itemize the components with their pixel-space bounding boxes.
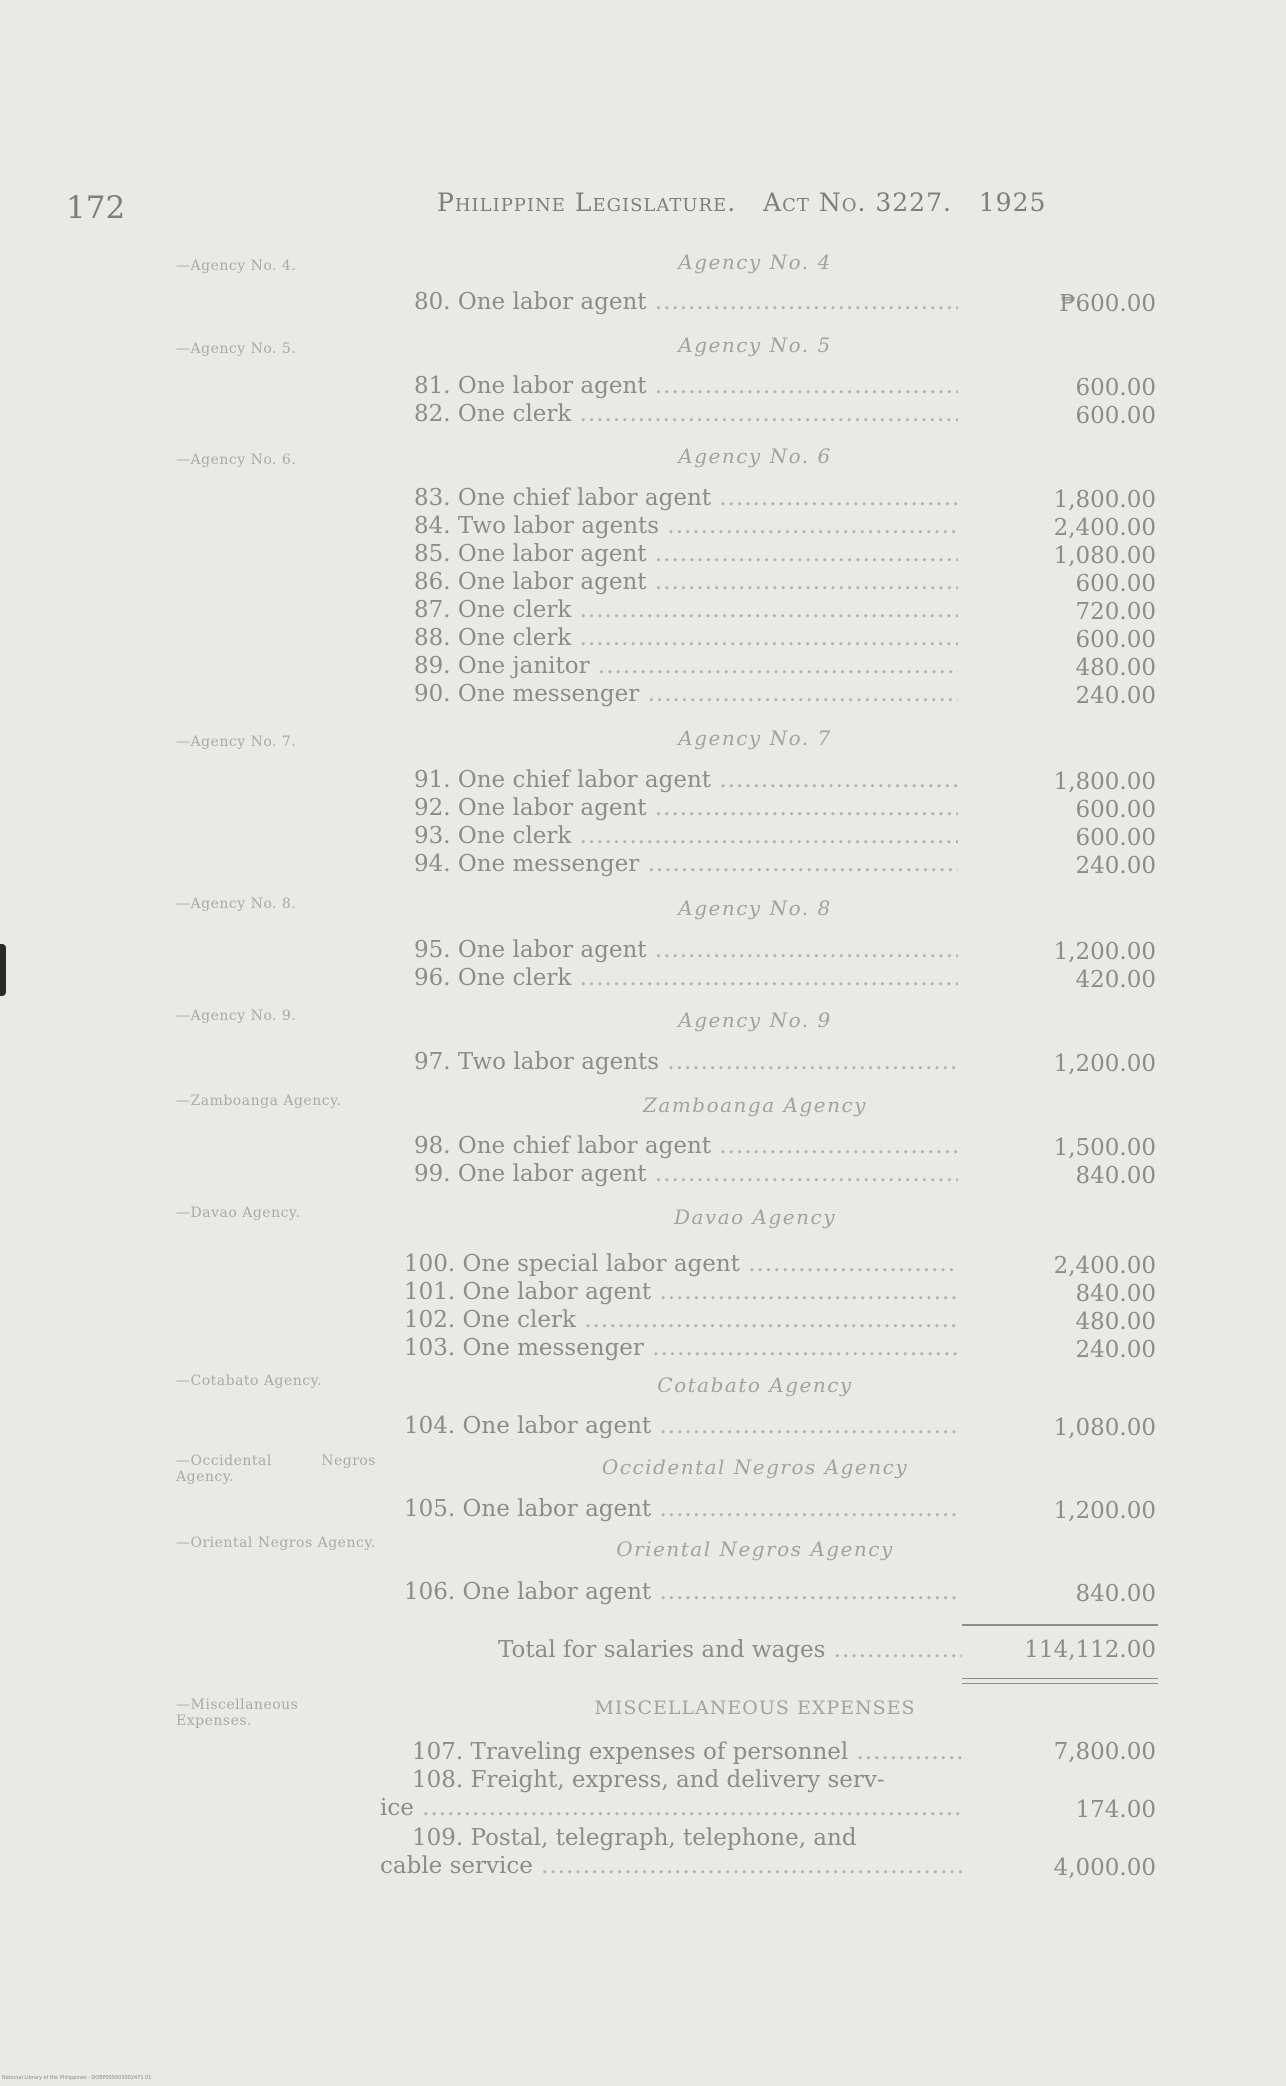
item-number: 106. [404, 1579, 456, 1605]
item-number: 83. [414, 485, 451, 511]
item-amount: 420.00 [1075, 967, 1156, 993]
item-number: 87. [414, 597, 451, 623]
item-number: 102. [404, 1307, 456, 1333]
item-107-amount: 7,800.00 [1053, 1739, 1156, 1765]
side-note: —Agency No. 6. [176, 452, 297, 468]
total-top-rule [962, 1624, 1158, 1626]
item-number: 81. [414, 373, 451, 399]
side-note: —Agency No. 8. [176, 896, 297, 912]
item-number: 94. [414, 851, 451, 877]
item-description: One clerk [457, 823, 572, 849]
item-description: One labor agent [457, 289, 647, 315]
item-amount: 1,800.00 [1053, 487, 1156, 513]
line-item [414, 1048, 958, 1076]
item-amount: 1,500.00 [1053, 1135, 1156, 1161]
running-head-year: 1925 [978, 188, 1047, 217]
item-number: 93. [414, 823, 451, 849]
footer-credit: National Library of the Philippines · DOEP005003002471 01 [2, 2075, 152, 2081]
line-item [414, 680, 958, 708]
line-item [404, 1306, 958, 1334]
section-heading: Oriental Negros Agency [616, 1537, 894, 1561]
item-amount: 600.00 [1075, 825, 1156, 851]
item-amount: 2,400.00 [1053, 1253, 1156, 1279]
item-number: 82. [414, 401, 451, 427]
side-note: —Oriental Negros Agency. [176, 1535, 376, 1551]
item-108-line1: 108. Freight, express, and delivery serv- [412, 1767, 885, 1793]
item-description: One labor agent [457, 795, 647, 821]
item-description: One chief labor agent [457, 767, 712, 793]
item-number: 103. [404, 1335, 456, 1361]
side-note: —Agency No. 4. [176, 258, 297, 274]
item-description: One labor agent [457, 373, 647, 399]
item-number: 91. [414, 767, 451, 793]
item-number: 86. [414, 569, 451, 595]
section-heading: Cotabato Agency [657, 1373, 853, 1397]
item-amount: 600.00 [1075, 375, 1156, 401]
item-amount: 600.00 [1075, 797, 1156, 823]
line-item [414, 288, 958, 316]
item-description: One clerk [462, 1307, 576, 1333]
item-amount: 840.00 [1075, 1281, 1156, 1307]
line-item [414, 936, 958, 964]
line-item [414, 400, 958, 428]
item-number: 96. [414, 965, 451, 991]
item-amount: 840.00 [1075, 1581, 1156, 1607]
item-number: 105. [404, 1496, 456, 1522]
running-head-act: Act No. 3227. [763, 188, 952, 217]
line-item [414, 794, 958, 822]
item-amount: 1,800.00 [1053, 769, 1156, 795]
item-amount: 1,200.00 [1053, 1051, 1156, 1077]
section-heading: Agency No. 4 [678, 250, 832, 274]
item-amount: 600.00 [1075, 627, 1156, 653]
item-amount: 600.00 [1075, 571, 1156, 597]
item-description: One messenger [462, 1335, 644, 1361]
side-note: —Cotabato Agency. [176, 1373, 323, 1389]
side-note: —Zamboanga Agency. [176, 1093, 342, 1109]
item-description: Two labor agents [457, 1049, 660, 1075]
item-amount: 1,080.00 [1053, 1415, 1156, 1441]
item-description: One messenger [457, 681, 640, 707]
item-description: One labor agent [457, 1161, 647, 1187]
item-109-amount: 4,000.00 [1053, 1855, 1156, 1881]
item-number: 80. [414, 289, 451, 315]
line-item [414, 568, 958, 596]
line-item [414, 596, 958, 624]
line-item [414, 1160, 958, 1188]
total-double-rule-1 [962, 1678, 1158, 1679]
line-item [414, 652, 958, 680]
line-item [414, 484, 958, 512]
total-row [498, 1636, 962, 1664]
line-item [414, 766, 958, 794]
total-double-rule-2 [962, 1683, 1158, 1684]
running-head [437, 188, 1087, 217]
line-item [414, 624, 958, 652]
line-item [414, 512, 958, 540]
line-item [414, 850, 958, 878]
item-number: 84. [414, 513, 451, 539]
item-number: 85. [414, 541, 451, 567]
item-description: One messenger [457, 851, 640, 877]
item-amount: 240.00 [1075, 1337, 1156, 1363]
item-description: One clerk [457, 597, 572, 623]
item-number: 104. [404, 1413, 456, 1439]
item-description: Traveling expenses of personnel [470, 1739, 849, 1765]
line-item [414, 1132, 958, 1160]
item-amount: 600.00 [1075, 403, 1156, 429]
item-number: 90. [414, 681, 451, 707]
item-description: One special labor agent [462, 1251, 740, 1277]
line-item [404, 1578, 958, 1606]
heading-misc: MISCELLANEOUS EXPENSES [594, 1697, 916, 1719]
item-number: 92. [414, 795, 451, 821]
page-number: 172 [66, 190, 126, 226]
item-amount: 480.00 [1075, 655, 1156, 681]
item-number: 101. [404, 1279, 456, 1305]
section-heading: Agency No. 7 [678, 726, 832, 750]
line-item [404, 1334, 958, 1362]
side-note: —Agency No. 7. [176, 734, 297, 750]
side-note: —Agency No. 9. [176, 1008, 297, 1024]
item-description: One labor agent [457, 541, 647, 567]
item-number: 95. [414, 937, 451, 963]
item-number: 107. [412, 1739, 464, 1765]
side-note: —Agency No. 5. [176, 341, 297, 357]
item-amount: ₱600.00 [1059, 291, 1156, 317]
line-item [404, 1412, 958, 1440]
line-item [404, 1250, 958, 1278]
side-note: —Occidental Negros Agency. [176, 1453, 376, 1485]
item-description: One janitor [457, 653, 590, 679]
item-amount: 1,200.00 [1053, 939, 1156, 965]
running-head-title: Philippine Legislature. [437, 188, 737, 217]
item-description: One chief labor agent [457, 485, 712, 511]
item-amount: 480.00 [1075, 1309, 1156, 1335]
item-description: One labor agent [462, 1579, 652, 1605]
section-heading: Davao Agency [673, 1205, 837, 1229]
item-amount: 840.00 [1075, 1163, 1156, 1189]
item-description: One labor agent [457, 569, 647, 595]
line-item [414, 822, 958, 850]
item-109-line1: 109. Postal, telegraph, telephone, and [412, 1825, 857, 1851]
section-heading: Agency No. 6 [678, 444, 832, 468]
section-heading: Zamboanga Agency [643, 1093, 867, 1117]
item-number: 97. [414, 1049, 451, 1075]
side-note: —Davao Agency. [176, 1205, 301, 1221]
line-item [414, 540, 958, 568]
section-heading: Agency No. 5 [678, 333, 832, 357]
item-description: One labor agent [462, 1496, 652, 1522]
line-item [404, 1278, 958, 1306]
item-description: One clerk [457, 401, 572, 427]
item-number: 98. [414, 1133, 451, 1159]
item-description: One clerk [457, 965, 572, 991]
line-item [414, 964, 958, 992]
item-description: One clerk [457, 625, 572, 651]
section-heading: Agency No. 9 [678, 1008, 832, 1032]
item-number: 100. [404, 1251, 456, 1277]
item-description: One labor agent [457, 937, 647, 963]
item-number: 88. [414, 625, 451, 651]
item-description: One labor agent [462, 1279, 652, 1305]
item-108-line2: ice ..... [380, 1794, 962, 1822]
total-amount: 114,112.00 [1024, 1637, 1156, 1663]
item-description: One labor agent [462, 1413, 652, 1439]
item-number: 99. [414, 1161, 451, 1187]
item-number: 89. [414, 653, 451, 679]
item-108-amount: 174.00 [1075, 1797, 1156, 1823]
line-item [404, 1495, 958, 1523]
scan-edge-mark [0, 944, 6, 996]
item-amount: 2,400.00 [1053, 515, 1156, 541]
item-description: Two labor agents [457, 513, 660, 539]
section-heading: Occidental Negros Agency [601, 1455, 909, 1479]
item-description: One chief labor agent [457, 1133, 712, 1159]
item-amount: 240.00 [1075, 853, 1156, 879]
item-amount: 1,200.00 [1053, 1498, 1156, 1524]
section-heading: Agency No. 8 [678, 896, 832, 920]
item-109-line2: cable service ..... [380, 1852, 962, 1880]
item-amount: 240.00 [1075, 683, 1156, 709]
item-107 [412, 1738, 962, 1766]
item-amount: 1,080.00 [1053, 543, 1156, 569]
item-amount: 720.00 [1075, 599, 1156, 625]
side-note-misc: —Miscellaneous Expenses. [176, 1697, 299, 1729]
line-item [414, 372, 958, 400]
total-label: Total for salaries and wages ..... [498, 1636, 962, 1664]
